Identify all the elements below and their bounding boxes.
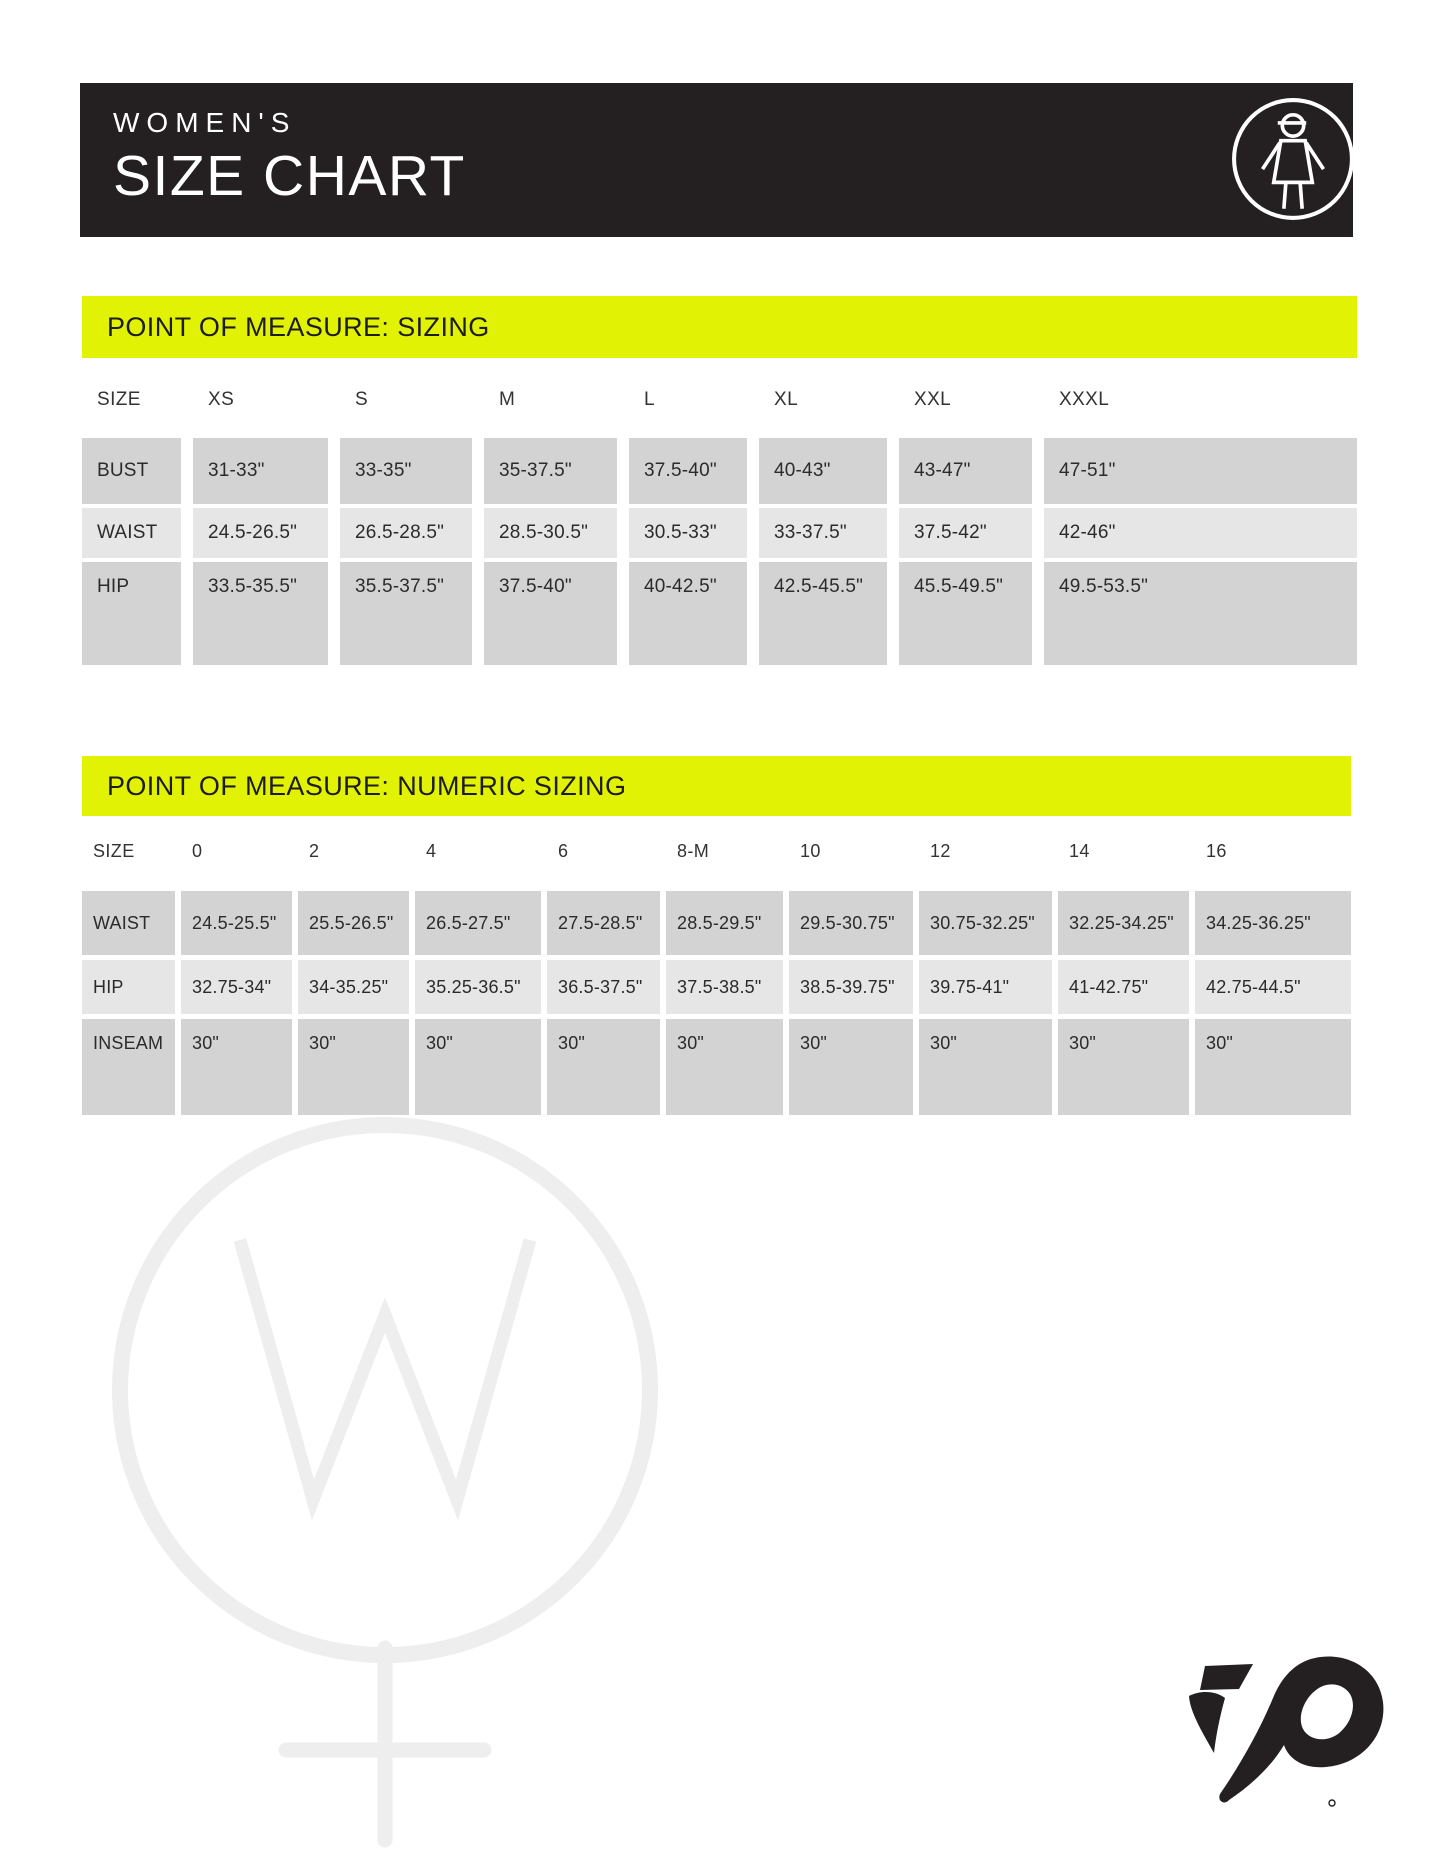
column-header-xs: XS (208, 389, 235, 410)
cell-hip-10: 38.5-39.75" (789, 960, 913, 1014)
column-header-6: 6 (558, 840, 569, 861)
sizing-table (82, 366, 1357, 665)
column-header-10: 10 (800, 840, 821, 861)
column-header-l: L (644, 389, 655, 410)
column-header-12: 12 (930, 840, 951, 861)
header-titles (113, 107, 466, 209)
column-header-16: 16 (1206, 840, 1227, 861)
cell-waist-2: 25.5-26.5" (298, 891, 409, 955)
column-header-size: SIZE (93, 840, 135, 861)
cell-bust-xxl: 43-47" (899, 438, 1032, 504)
column-header-2: 2 (309, 840, 320, 861)
cell-waist-xxl: 37.5-42" (899, 508, 1032, 558)
row-label-waist: WAIST (82, 891, 175, 955)
registered-trademark-icon (1329, 1800, 1335, 1806)
column-header-0: 0 (192, 840, 203, 861)
column-header-size: SIZE (97, 389, 141, 410)
cell-waist-14: 32.25-34.25" (1058, 891, 1189, 955)
section-title-band (82, 296, 1357, 358)
column-header-4: 4 (426, 840, 437, 861)
cell-hip-l: 40-42.5" (629, 562, 747, 665)
woman-figure-icon (1229, 95, 1357, 223)
cell-inseam-14: 30" (1058, 1019, 1189, 1115)
logo-slash (1200, 1664, 1253, 1690)
cell-waist-0: 24.5-25.5" (181, 891, 292, 955)
cell-bust-s: 33-35" (340, 438, 472, 504)
cell-bust-m: 35-37.5" (484, 438, 617, 504)
section-numeric-sizing (82, 756, 1351, 1115)
cell-hip-6: 36.5-37.5" (547, 960, 660, 1014)
cell-waist-16: 34.25-36.25" (1195, 891, 1351, 955)
column-header-m: M (499, 389, 516, 410)
numeric-sizing-table (82, 816, 1351, 1115)
watermark-letter-w (240, 1240, 530, 1500)
column-header-xxl: XXL (914, 389, 952, 410)
cell-waist-xl: 33-37.5" (759, 508, 887, 558)
section-title: POINT OF MEASURE: SIZING (107, 311, 490, 342)
cell-inseam-10: 30" (789, 1019, 913, 1115)
cell-hip-m: 37.5-40" (484, 562, 617, 665)
cell-hip-14: 41-42.75" (1058, 960, 1189, 1014)
cell-inseam-6: 30" (547, 1019, 660, 1115)
cell-waist-l: 30.5-33" (629, 508, 747, 558)
cell-waist-m: 28.5-30.5" (484, 508, 617, 558)
cell-hip-8-m: 37.5-38.5" (666, 960, 783, 1014)
row-label-inseam: INSEAM (82, 1019, 175, 1115)
header-bar (80, 83, 1353, 237)
cell-hip-4: 35.25-36.5" (415, 960, 541, 1014)
logo-crescent (1189, 1692, 1225, 1753)
row-label-waist: WAIST (82, 508, 181, 558)
cell-waist-6: 27.5-28.5" (547, 891, 660, 955)
cell-hip-2: 34-35.25" (298, 960, 409, 1014)
header-kicker: WOMEN'S (113, 107, 297, 138)
female-symbol-watermark (80, 1090, 700, 1870)
cell-bust-l: 37.5-40" (629, 438, 747, 504)
cell-waist-xxxl: 42-46" (1044, 508, 1357, 558)
cell-hip-s: 35.5-37.5" (340, 562, 472, 665)
cell-waist-12: 30.75-32.25" (919, 891, 1052, 955)
section-title: POINT OF MEASURE: NUMERIC SIZING (107, 770, 627, 801)
section-title-band (82, 756, 1351, 816)
cell-inseam-8-m: 30" (666, 1019, 783, 1115)
cell-inseam-16: 30" (1195, 1019, 1351, 1115)
cell-hip-xl: 42.5-45.5" (759, 562, 887, 665)
cell-hip-0: 32.75-34" (181, 960, 292, 1014)
cell-hip-xxxl: 49.5-53.5" (1044, 562, 1357, 665)
cell-bust-xl: 40-43" (759, 438, 887, 504)
cell-waist-8-m: 28.5-29.5" (666, 891, 783, 955)
cell-waist-s: 26.5-28.5" (340, 508, 472, 558)
cell-hip-xs: 33.5-35.5" (193, 562, 328, 665)
row-label-hip: HIP (82, 960, 175, 1014)
cell-waist-xs: 24.5-26.5" (193, 508, 328, 558)
cell-inseam-4: 30" (415, 1019, 541, 1115)
cell-bust-xs: 31-33" (193, 438, 328, 504)
row-label-hip: HIP (82, 562, 181, 665)
column-header-s: S (355, 389, 369, 410)
cell-inseam-0: 30" (181, 1019, 292, 1115)
pearl-izumi-logo (1183, 1650, 1388, 1815)
page-title: SIZE CHART (113, 144, 466, 208)
cell-bust-xxxl: 47-51" (1044, 438, 1357, 504)
cell-hip-12: 39.75-41" (919, 960, 1052, 1014)
section-sizing (82, 296, 1357, 665)
cell-hip-16: 42.75-44.5" (1195, 960, 1351, 1014)
cell-waist-4: 26.5-27.5" (415, 891, 541, 955)
cell-inseam-2: 30" (298, 1019, 409, 1115)
row-label-bust: BUST (82, 438, 181, 504)
cell-inseam-12: 30" (919, 1019, 1052, 1115)
column-header-14: 14 (1069, 840, 1090, 861)
cell-hip-xxl: 45.5-49.5" (899, 562, 1032, 665)
column-header-8-m: 8-M (677, 840, 710, 861)
column-header-xxxl: XXXL (1059, 389, 1110, 410)
column-header-xl: XL (774, 389, 799, 410)
cell-waist-10: 29.5-30.75" (789, 891, 913, 955)
